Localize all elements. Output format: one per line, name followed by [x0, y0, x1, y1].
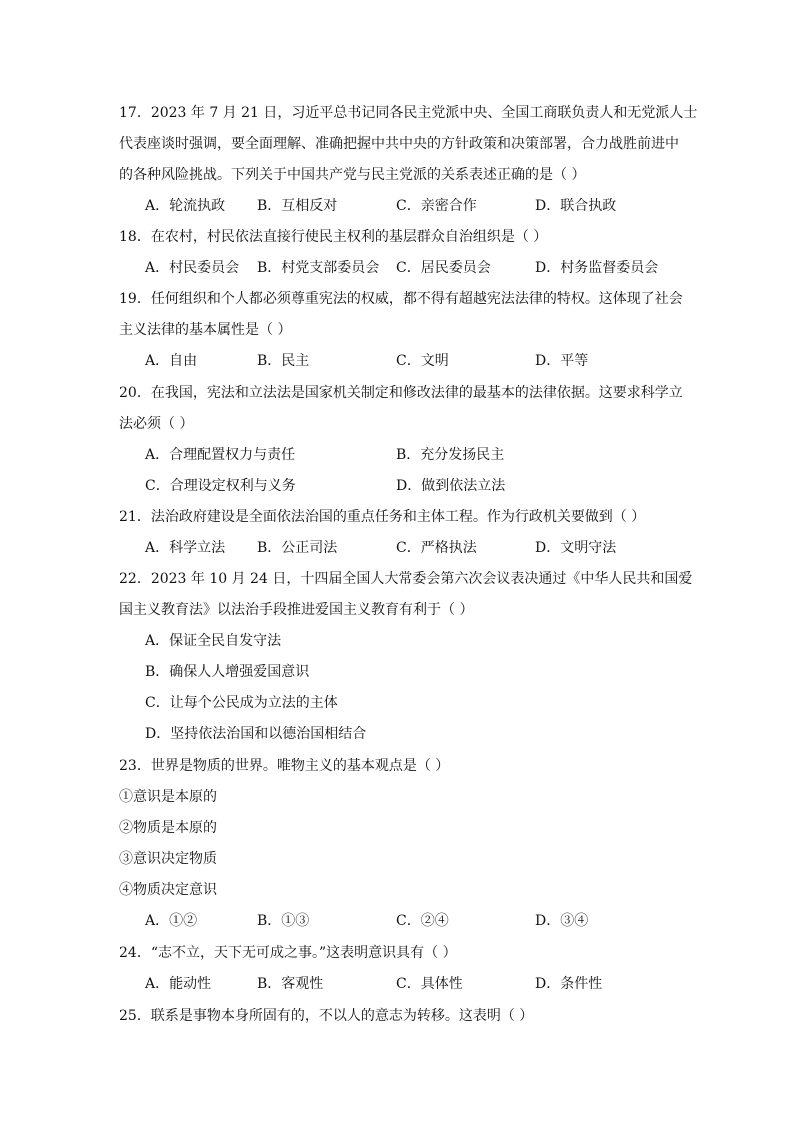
question-22-line-1: 22．2023 年 10 月 24 日，十四届全国人大常委会第六次会议表决通过《中华人民共和国爱 — [119, 571, 693, 587]
option-b: B．公正司法 — [257, 540, 338, 556]
option-c: C．文明 — [396, 353, 449, 369]
option-d: D．文明守法 — [535, 540, 617, 556]
question-22-option-c: C．让每个公民成为立法的主体 — [145, 695, 338, 711]
option-d: D．条件性 — [535, 976, 603, 992]
option-c: C．严格执法 — [396, 540, 477, 556]
option-c: C．亲密合作 — [396, 198, 477, 214]
option-a: A．自由 — [145, 353, 198, 369]
question-23-line-1: 23．世界是物质的世界。唯物主义的基本观点是（ ） — [119, 758, 450, 774]
question-25-line-1: 25．联系是事物本身所固有的，不以人的意志为转移。这表明（ ） — [119, 1008, 534, 1024]
question-21-line-1: 21．法治政府建设是全面依法治国的重点任务和主体工程。作为行政机关要做到（ ） — [119, 509, 646, 525]
option-b: B．充分发扬民主 — [396, 447, 505, 463]
question-24-line-1: 24．“志不立，天下无可成之事。”这表明意识具有（ ） — [119, 945, 457, 961]
option-d: D．做到依法立法 — [396, 478, 506, 494]
question-17-line-3: 的各种风险挑战。下列关于中国共产党与民主党派的关系表述正确的是（ ） — [119, 167, 586, 183]
question-17-line-2: 代表座谈时强调，要全面理解、准确把握中共中央的方针政策和决策部署，合力战胜前进中 — [119, 136, 679, 152]
question-23-item-3: ③意识决定物质 — [119, 851, 217, 867]
question-19-line-2: 主义法律的基本属性是（ ） — [119, 322, 292, 338]
question-22-line-2: 国主义教育法》以法治手段推进爱国主义教育有利于（ ） — [119, 602, 474, 618]
option-b: B．村党支部委员会 — [257, 260, 380, 276]
question-23-item-1: ①意识是本原的 — [119, 789, 217, 805]
option-a: A．能动性 — [145, 976, 212, 992]
question-22-option-d: D．坚持依法治国和以德治国相结合 — [145, 726, 367, 742]
option-a: A．村民委员会 — [145, 260, 240, 276]
question-23-item-2: ②物质是本原的 — [119, 820, 217, 836]
option-a: A．合理配置权力与责任 — [145, 447, 296, 463]
option-c: C．合理设定权利与义务 — [145, 478, 296, 494]
question-20-line-2: 法必须（ ） — [119, 416, 194, 432]
question-17-line-1: 17．2023 年 7 月 21 日，习近平总书记同各民主党派中央、全国工商联负责人和无党派人士 — [119, 105, 698, 121]
option-b: B．民主 — [257, 353, 310, 369]
question-18-line-1: 18．在农村，村民依法直接行使民主权利的基层群众自治组织是（ ） — [119, 229, 548, 245]
question-20-line-1: 20．在我国，宪法和立法法是国家机关制定和修改法律的最基本的法律依据。这要求科学立 — [119, 385, 683, 401]
option-a: A．①② — [145, 913, 198, 929]
option-a: A．轮流执政 — [145, 198, 226, 214]
question-22-option-a: A．保证全民自发守法 — [145, 633, 282, 649]
option-a: A．科学立法 — [145, 540, 226, 556]
option-d: D．③④ — [535, 913, 589, 929]
option-c: C．②④ — [396, 913, 449, 929]
question-19-line-1: 19．任何组织和个人都必须尊重宪法的权威，都不得有超越宪法法律的特权。这体现了社会 — [119, 291, 683, 307]
option-b: B．互相反对 — [257, 198, 338, 214]
option-d: D．联合执政 — [535, 198, 617, 214]
option-c: C．居民委员会 — [396, 260, 491, 276]
question-22-option-b: B．确保人人增强爱国意识 — [145, 664, 310, 680]
option-b: B．①③ — [257, 913, 310, 929]
option-d: D．平等 — [535, 353, 589, 369]
question-23-item-4: ④物质决定意识 — [119, 882, 217, 898]
option-d: D．村务监督委员会 — [535, 260, 659, 276]
option-c: C．具体性 — [396, 976, 463, 992]
option-b: B．客观性 — [257, 976, 324, 992]
